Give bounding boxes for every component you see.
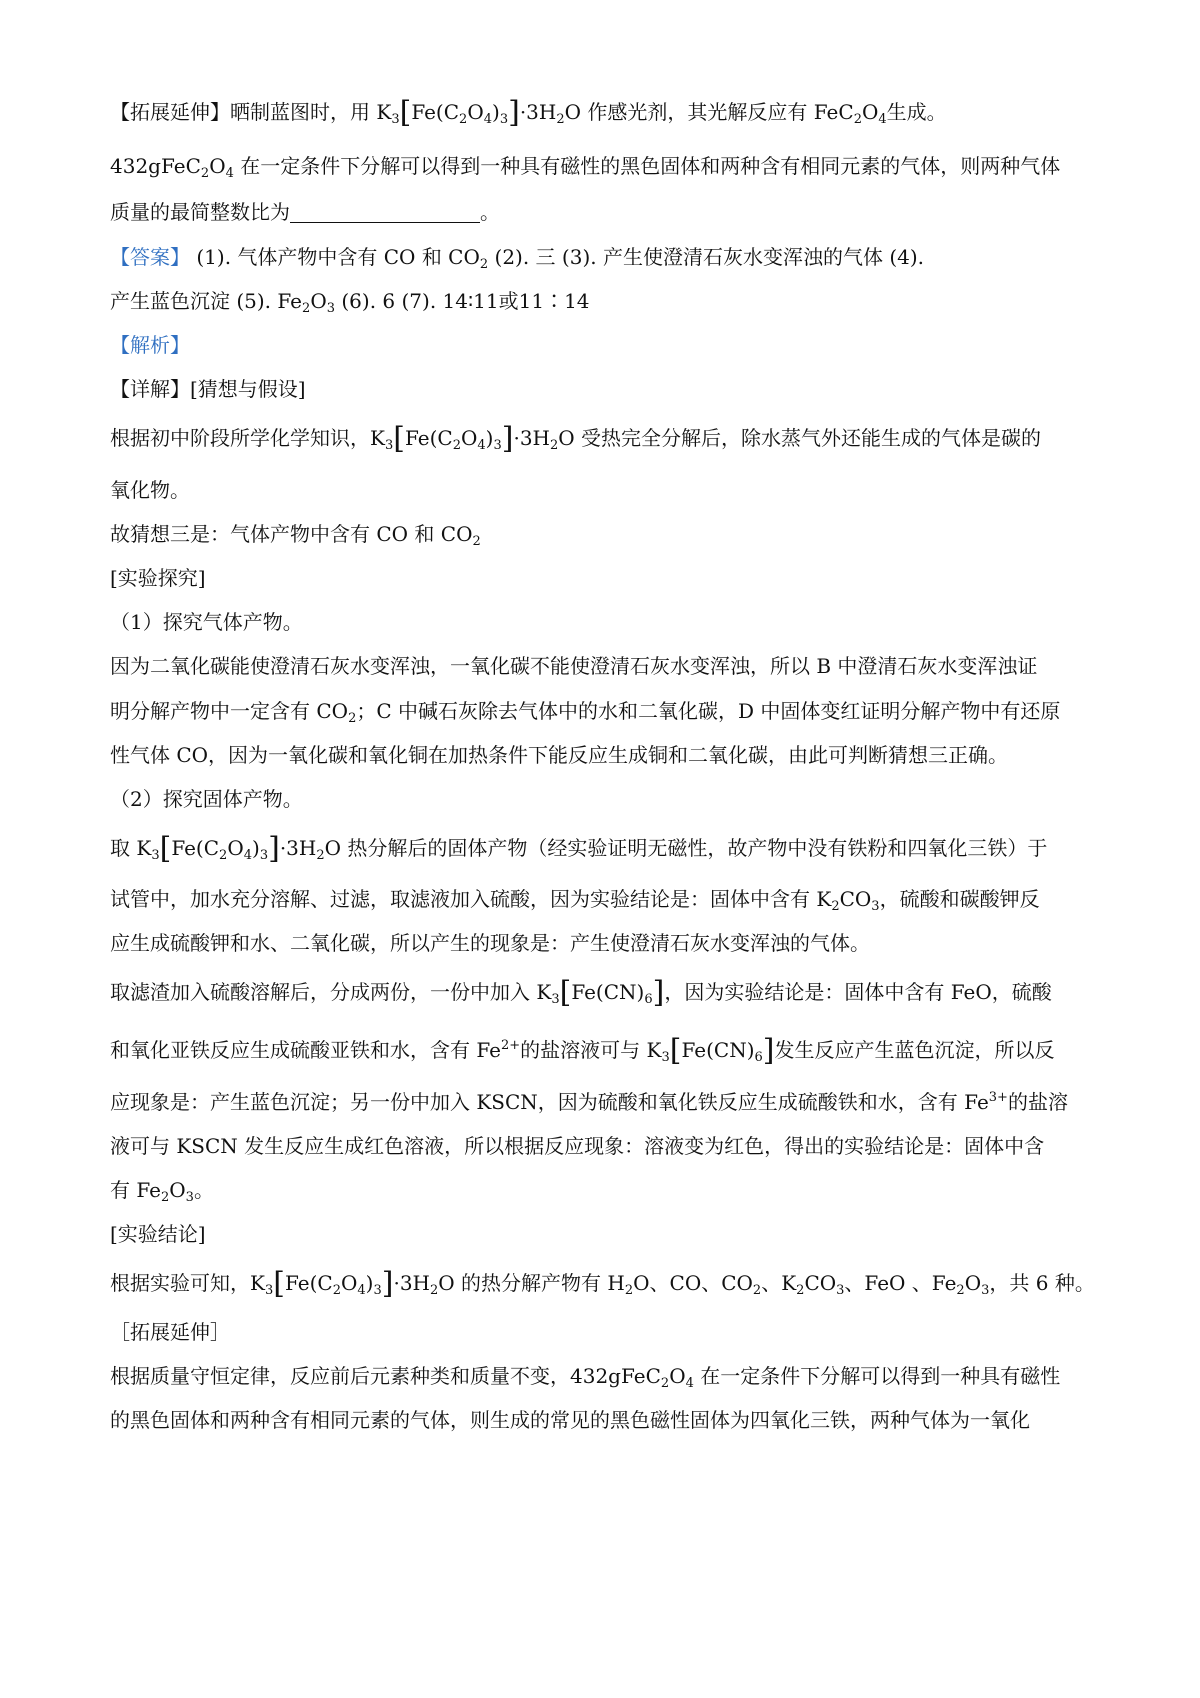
text-line [110,375,1100,403]
text-run: Fe(CN) [571,980,645,1004]
subscript: 3 [391,112,400,127]
formula-bracket: ] [501,421,514,456]
subscript: 3 [384,438,394,453]
text-run: CO [839,887,872,911]
text-line [110,1362,1100,1390]
subscript: 2 [302,301,311,316]
text-line [110,564,1100,592]
text-line [110,652,1100,680]
text-run: ·3H [393,1271,430,1295]
formula-bracket: [ [669,1033,682,1068]
text-run: O [460,426,478,450]
subscript: 2 [452,438,461,453]
answer-blank [290,202,480,223]
subscript: 3 [981,1283,990,1298]
text-run: 取 [110,836,137,860]
text-run: （1）探究气体产物。 [110,610,303,634]
text-run: 的黑色固体和两种含有相同元素的气体，则生成的常见的黑色磁性固体为四氧化三铁，两种气体为一氧化 [110,1408,1030,1432]
text-run: (2). 三 (3). 产生使澄清石灰水变浑浊的气体 (4). [488,245,925,269]
text-line [110,831,1100,866]
subscript: 2 [200,166,210,181]
text-run: K [646,1038,662,1062]
text-line [110,152,1100,180]
text-run: Fe(C [404,426,453,450]
text-run: 432gFeC [110,154,201,178]
text-line [110,741,1100,769]
subscript: 2 [332,1283,341,1298]
subscript: 3 [151,848,160,863]
text-line [110,287,1100,315]
formula-bracket: [ [273,1266,285,1301]
subscript: 2 [550,438,559,453]
text-line [110,1318,1100,1346]
formula-bracket: [ [559,975,572,1010]
text-run: O、CO、CO [633,1271,753,1295]
text-run: ·3H [519,100,557,124]
text-run: 明分解产物中一定含有 CO [110,699,349,723]
text-line [110,885,1100,913]
text-run: ) [485,426,494,450]
text-run: 【拓展延伸】晒制蓝图时，用 [110,100,377,124]
subscript: 3 [499,112,509,127]
text-run: O 热分解后的固体产物（经实验证明无磁性，故产物中没有铁粉和四氧化三铁）于 [324,836,1048,860]
text-run: ) [365,1271,374,1295]
formula-bracket: ] [652,975,665,1010]
text-line [110,1220,1100,1248]
subscript: 2 [752,1283,762,1298]
subscript: 4 [357,1283,366,1298]
text-run: 故猜想三是：气体产物中含有 CO 和 CO [110,522,473,546]
text-run: O [227,836,244,860]
formula-bracket: [ [393,421,405,456]
subscript: 4 [483,112,493,127]
text-run: 【详解】[猜想与假设] [110,377,306,401]
text-run: O 受热完全分解后，除水蒸气外还能生成的气体是碳的 [558,426,1042,450]
text-run: K [376,100,392,124]
text-run: (6). 6 (7). 14∶11或11∶14 [335,289,590,313]
text-run: O [467,100,484,124]
text-run: K [536,980,552,1004]
text-run: 根据初中阶段所学化学知识， [110,426,370,450]
subscript: 2 [831,899,840,914]
subscript: 3 [264,1283,274,1298]
subscript: 3 [373,1283,382,1298]
text-line [110,785,1100,813]
text-run: Fe(CN) [681,1038,755,1062]
subscript: 4 [685,1376,694,1391]
text-run: 液可与 KSCN 发生反应生成红色溶液，所以根据反应现象：溶液变为红色，得出的实验结论是：固体中含 [110,1134,1045,1158]
text-line [110,975,1100,1010]
formula-bracket: ] [268,831,280,866]
subscript: 2 [556,112,565,127]
formula-bracket: ] [508,95,520,130]
subscript: 2 [796,1283,805,1298]
text-run: K [136,836,152,860]
subscript: 3 [185,1190,194,1205]
text-run: （2）探究固体产物。 [110,787,303,811]
text-line [110,929,1100,957]
text-line [110,608,1100,636]
section-heading: 【解析】 [110,333,190,357]
text-run: 的盐溶液可与 [520,1038,647,1062]
subscript: 3 [871,899,880,914]
text-line [110,331,1100,359]
subscript: 3 [661,1050,670,1065]
subscript: 4 [878,112,887,127]
section-heading: 【答案】 [110,245,190,269]
text-line [110,1266,1100,1301]
text-run: ［拓展延伸］ [110,1320,230,1344]
subscript: 2 [956,1283,965,1298]
text-run: 生成。 [886,100,947,124]
text-run: 。 [193,1178,214,1202]
subscript: 3 [551,992,560,1007]
subscript: 2 [459,112,468,127]
subscript: 3 [493,438,502,453]
text-run: ) [492,100,500,124]
text-run: (1). 气体产物中含有 CO 和 CO [190,245,480,269]
text-run: [实验结论] [110,1222,206,1246]
text-run: 在一定条件下分解可以得到一种具有磁性 [693,1364,1061,1388]
formula-bracket: [ [159,831,172,866]
text-run: O [964,1271,982,1295]
text-line [110,95,1100,130]
formula-bracket: ] [762,1033,775,1068]
text-run: 和氧化亚铁反应生成硫酸亚铁和水，含有 Fe [110,1038,501,1062]
subscript: 3 [259,848,269,863]
text-run: Fe(C [411,100,460,124]
text-run: 发生反应产生蓝色沉淀，所以反 [774,1038,1055,1062]
text-run: 氧化物。 [110,478,190,502]
subscript: 6 [754,1050,763,1065]
text-line [110,1132,1100,1160]
text-run: O [340,1271,358,1295]
text-run: 质量的最简整数比为 [110,200,290,224]
text-line [110,421,1100,456]
text-run: O [209,154,226,178]
text-run: K [250,1271,265,1295]
text-line [110,243,1100,271]
text-line [110,1406,1100,1434]
subscript: 3 [326,301,335,316]
subscript: 3 [836,1283,845,1298]
text-line [110,1088,1100,1116]
formula-bracket: ] [381,1266,394,1301]
text-run: CO [804,1271,837,1295]
subscript: 4 [225,166,234,181]
text-run: 因为二氧化碳能使澄清石灰水变浑浊，一氧化碳不能使澄清石灰水变浑浊，所以 B 中澄清石灰水变浑浊证 [110,654,1038,678]
text-run: Fe(C [171,836,220,860]
text-run: O 作感光剂，其光解反应有 FeC [564,100,854,124]
superscript: 2+ [500,1038,521,1053]
subscript: 2 [219,848,228,863]
text-line [110,198,1100,226]
text-run: 根据实验可知， [110,1271,250,1295]
subscript: 2 [624,1283,634,1298]
text-run: 有 Fe [110,1178,161,1202]
subscript: 2 [472,534,481,549]
text-line [110,697,1100,725]
text-line [110,476,1100,504]
text-line [110,520,1100,548]
subscript: 2 [660,1376,670,1391]
text-run: ·3H [513,426,550,450]
text-run: [实验探究] [110,566,206,590]
text-run: 。 [480,200,500,224]
text-run: 取滤渣加入硫酸溶解后，分成两份，一份中加入 [110,980,537,1004]
formula-bracket: [ [399,95,412,130]
text-run: 性气体 CO，因为一氧化碳和氧化铜在加热条件下能反应生成铜和二氧化碳，由此可判断猜想三正确。 [110,743,1009,767]
text-line [110,1176,1100,1204]
subscript: 2 [479,257,489,272]
text-run: ，因为实验结论是：固体中含有 FeO，硫酸 [664,980,1052,1004]
text-run: 、K [761,1271,797,1295]
text-run: ；C 中碱石灰除去气体中的水和二氧化碳，D 中固体变红证明分解产物中有还原 [356,699,1061,723]
subscript: 2 [348,711,357,726]
text-run: ) [252,836,260,860]
text-run: O [669,1364,686,1388]
text-run: K [370,426,385,450]
subscript: 4 [477,438,486,453]
text-run: O [169,1178,186,1202]
text-run: 在一定条件下分解可以得到一种具有磁性的黑色固体和两种含有相同元素的气体，则两种气体 [233,154,1061,178]
text-run: ，共 6 种。 [989,1271,1095,1295]
text-run: Fe(C [284,1271,333,1295]
superscript: 3+ [988,1090,1008,1105]
text-run: O 的热分解产物有 H [438,1271,625,1295]
subscript: 2 [430,1283,439,1298]
subscript: 2 [160,1190,170,1205]
text-run: ，硫酸和碳酸钾反 [879,887,1040,911]
text-run: 根据质量守恒定律，反应前后元素种类和质量不变，432gFeC [110,1364,661,1388]
text-line [110,1033,1100,1068]
text-run: ·3H [279,836,317,860]
subscript: 4 [243,848,253,863]
subscript: 6 [644,992,653,1007]
text-run: 的盐溶 [1007,1090,1068,1114]
text-run: 应现象是：产生蓝色沉淀；另一份中加入 KSCN，因为硫酸和氧化铁反应生成硫酸铁和水，含有 Fe [110,1090,989,1114]
text-run: 、FeO 、Fe [844,1271,957,1295]
text-run: O [310,289,327,313]
text-run: 产生蓝色沉淀 (5). Fe [110,289,303,313]
text-run: 试管中，加水充分溶解、过滤，取滤液加入硫酸，因为实验结论是：固体中含有 K [110,887,832,911]
text-run: O [861,100,879,124]
text-run: 应生成硫酸钾和水、二氧化碳，所以产生的现象是：产生使澄清石灰水变浑浊的气体。 [110,931,870,955]
subscript: 2 [316,848,325,863]
subscript: 2 [853,112,862,127]
